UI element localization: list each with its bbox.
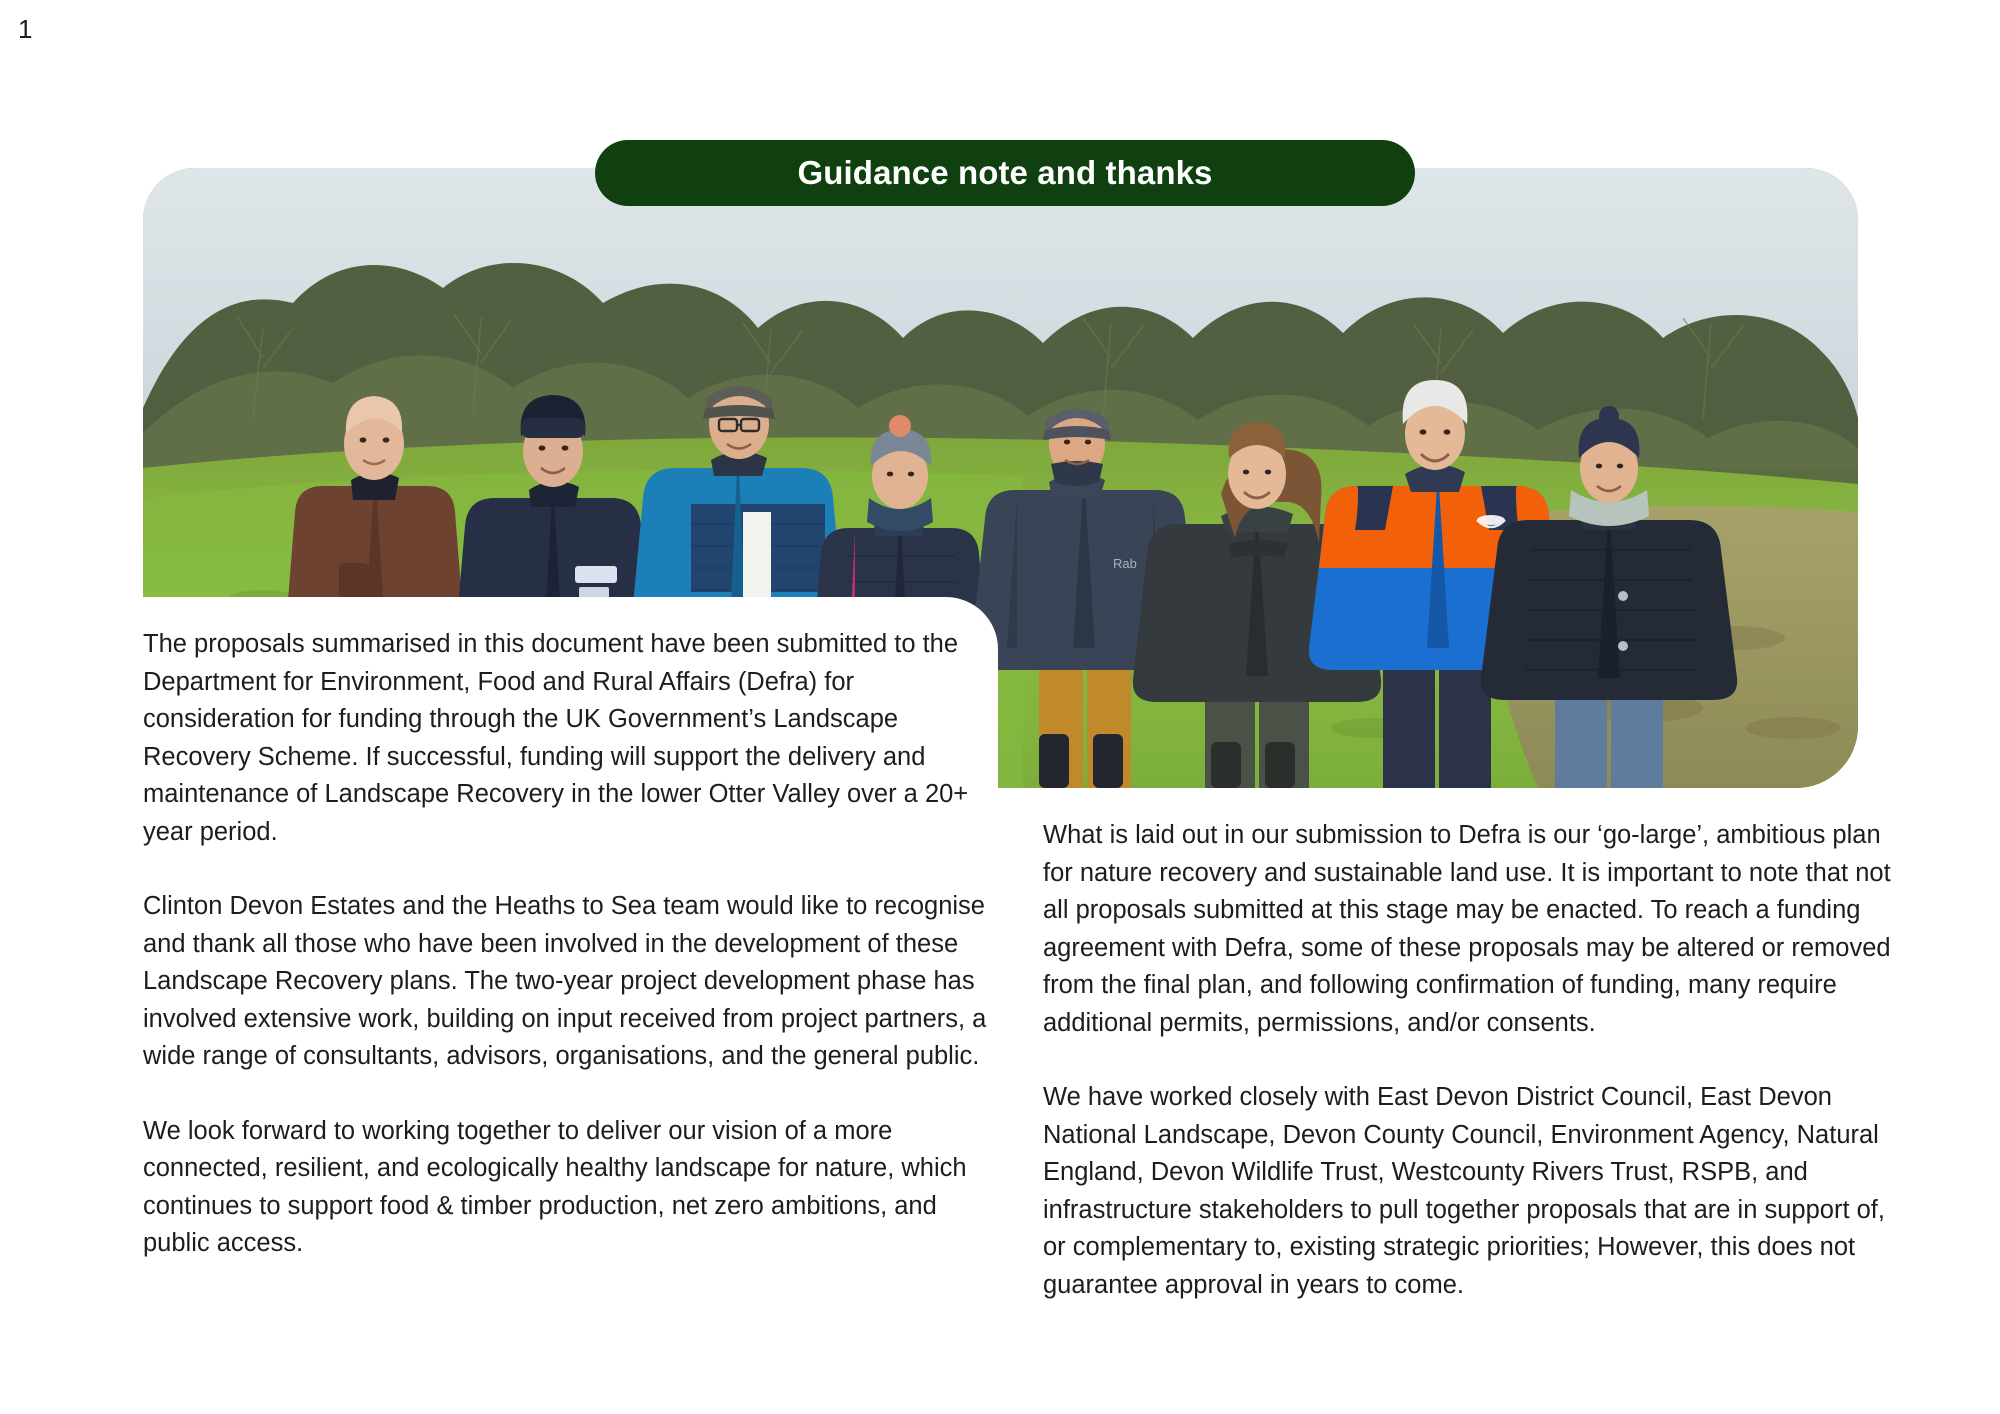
- paragraph: The proposals summarised in this document have been submitted to the Department for Environment, Food and Rural Affairs (Defra) for consideration for funding through the UK Government’s Landscape Recovery Scheme. If successful, funding will support the delivery and maintenance of Landscape Recovery in the lower Otter Valley over a 20+ year period.: [143, 630, 969, 846]
- svg-text:Rab: Rab: [1113, 556, 1137, 571]
- paragraph: What is laid out in our submission to Defra is our ‘go-large’, ambitious plan for nature recovery and sustainable land use. It is important to note that not all proposals submitted at this stage may be enacted. To reach a funding agreement with Defra, some of these proposals may be altered or removed from the final plan, and following confirmation of funding, many require additional permits, permissions, and/or consents.: [1043, 821, 1891, 1037]
- paragraph: Clinton Devon Estates and the Heaths to Sea team would like to recognise and thank all those who have been involved in the development of these Landscape Recovery plans. The two-year project development phase has involved extensive work, building on input received from project partners, a wide range of consultants, advisors, organisations, and the general public.: [143, 892, 987, 1070]
- section-title-text: Guidance note and thanks: [797, 154, 1213, 191]
- section-title-banner: [595, 140, 1415, 206]
- paragraph: We have worked closely with East Devon District Council, East Devon National Landscape, Devon County Council, Environment Agency, Natural England, Devon Wildlife Trust, Westcounty Rivers Trust, RSPB, and infrastructure stakeholders to pull together proposals that are in support of, or complementary to, existing strategic priorities; However, this does not guarantee approval in years to come.: [1043, 1083, 1885, 1299]
- page-number: 1: [18, 14, 33, 44]
- left-text-column: [143, 626, 1003, 1263]
- paragraph: We look forward to working together to deliver our vision of a more connected, resilient, and ecologically healthy landscape for nature, which continues to support food & timber production, net zero ambitions, and public access.: [143, 1116, 967, 1257]
- right-text-column: [1043, 817, 1898, 1304]
